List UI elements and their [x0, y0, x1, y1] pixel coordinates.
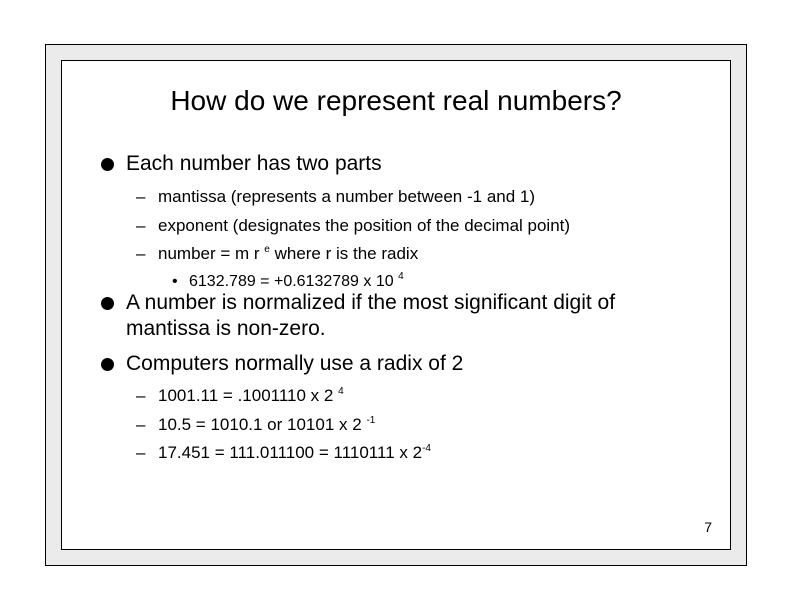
superscript: e [264, 244, 270, 255]
formula-text: 1001.11 = .1001110 x 2 [158, 386, 334, 405]
dash-marker: – [136, 187, 146, 206]
superscript: -1 [366, 415, 376, 426]
slide-title: How do we represent real numbers? [170, 85, 622, 116]
dash-marker: – [136, 415, 146, 434]
dash-marker: – [136, 244, 146, 263]
superscript: -4 [422, 443, 431, 454]
bullet-text: Each number has two parts [126, 152, 382, 175]
dash-marker: – [136, 216, 146, 235]
example-text [189, 272, 404, 291]
small-bullet-icon: • [172, 273, 178, 290]
formula-text: where r is the radix [269, 244, 419, 263]
sub-bullet-text: exponent (designates the position of the decimal point) [158, 216, 571, 235]
formula-text: 17.451 = 111.011100 = 1110111 x 2 [158, 443, 423, 462]
bullet-text: A number is normalized if the most significant digit of [126, 291, 616, 314]
sub-bullet-text [158, 415, 375, 435]
page-number: 7 [704, 519, 712, 535]
formula-text: number = m r [158, 244, 260, 263]
formula-text: 6132.789 = +0.6132789 x 10 [189, 273, 394, 290]
dash-marker: – [136, 443, 146, 462]
superscript: 4 [398, 271, 404, 282]
dash-marker: – [136, 386, 146, 405]
bullet-icon [101, 358, 114, 371]
sub-bullet-text [158, 386, 344, 406]
slide-frame [45, 44, 747, 566]
slide-content [61, 60, 731, 550]
bullet-icon [101, 158, 114, 171]
sub-bullet-text [158, 244, 418, 264]
formula-text: 10.5 = 1010.1 or 10101 x 2 [158, 415, 362, 434]
bullet-icon [101, 297, 114, 310]
sub-bullet-text [158, 443, 431, 463]
bullet-text: Computers normally use a radix of 2 [126, 352, 464, 375]
bullet-text-continuation: mantissa is non-zero. [126, 317, 326, 340]
sub-bullet-text: mantissa (represents a number between -1 and 1) [158, 187, 536, 206]
superscript: 4 [338, 386, 344, 397]
